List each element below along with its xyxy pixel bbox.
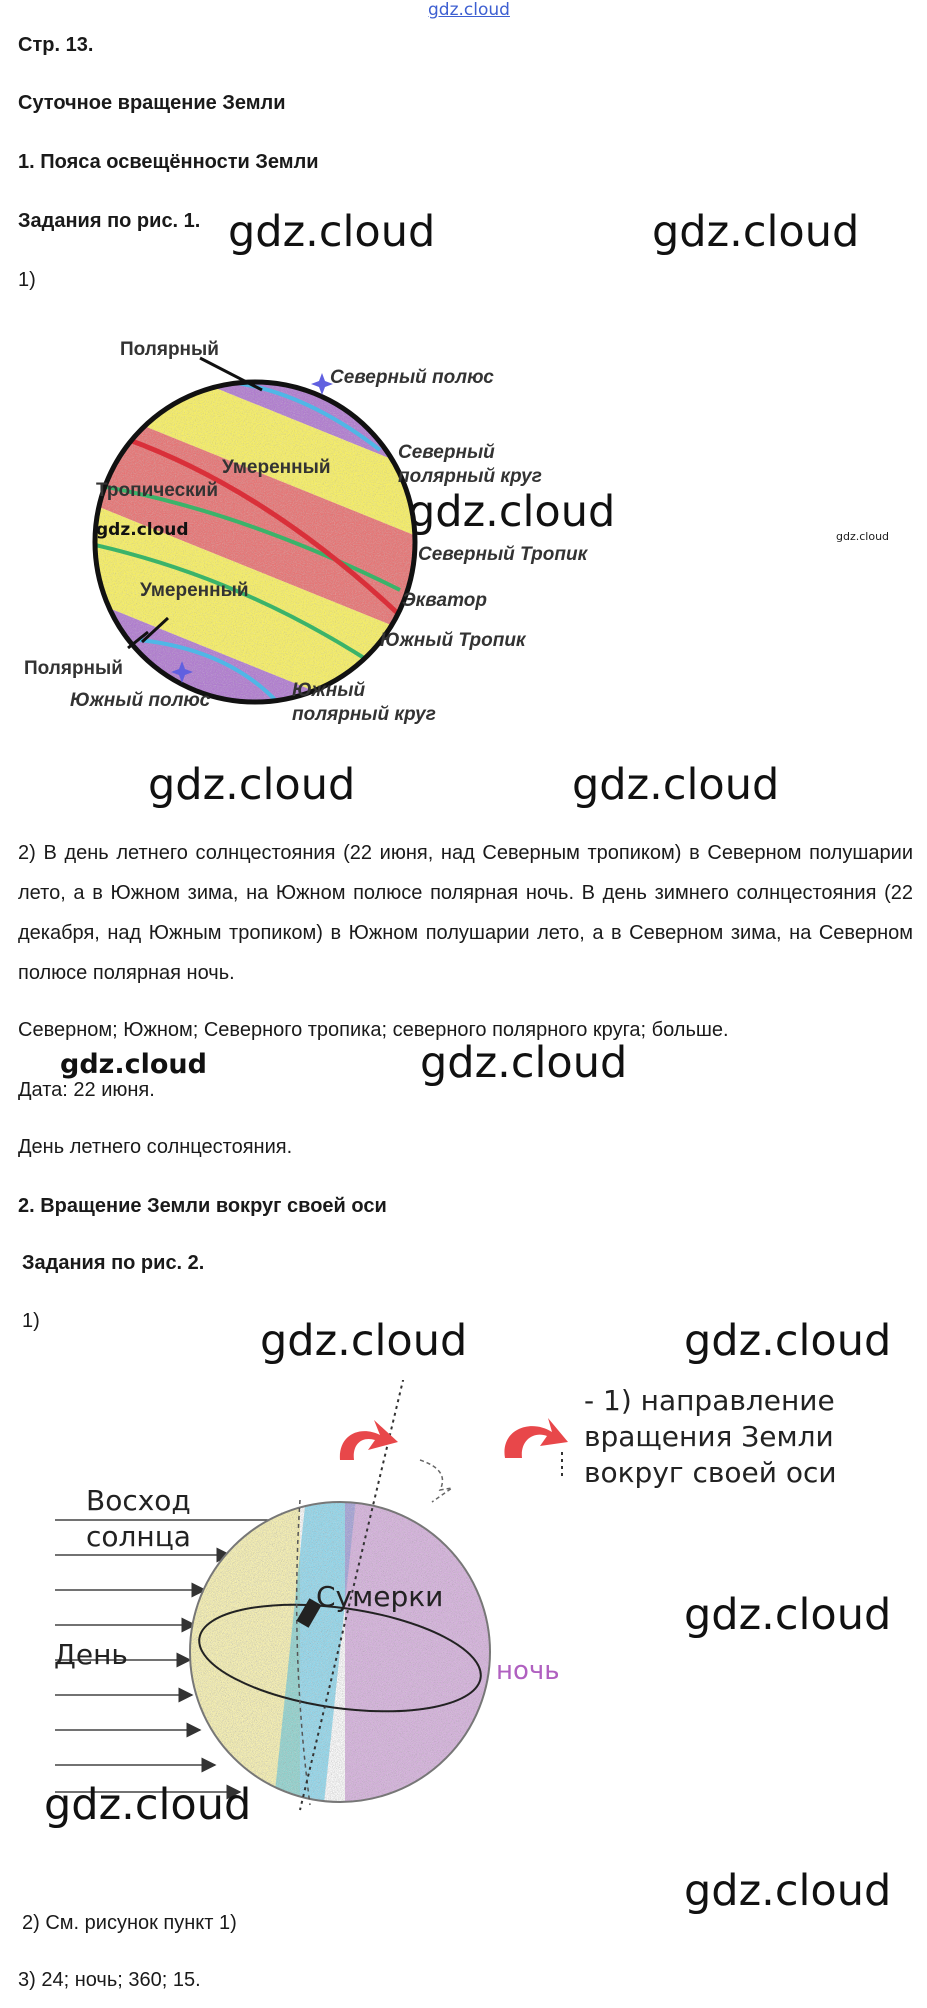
tasks-1-heading: Задания по рис. 1.: [18, 210, 201, 232]
item-1b-label: 1): [22, 1310, 40, 1332]
label-arctic-circle-2: полярный круг: [398, 466, 542, 487]
answers-line: Северном; Южном; Северного тропика; северного полярного круга; больше.: [18, 1019, 729, 1041]
label-arctic-circle-1: Северный: [398, 442, 495, 463]
item-2-line: 2) См. рисунок пункт 1): [22, 1912, 237, 1934]
section-1-heading: 1. Пояса освещённости Земли: [18, 151, 319, 173]
item-3-line: 3) 24; ночь; 360; 15.: [18, 1969, 201, 1991]
label-sunrise-2: солнца: [86, 1520, 191, 1553]
watermark: gdz.cloud: [260, 1316, 468, 1366]
label-sunrise-1: Восход: [86, 1484, 191, 1517]
watermark: gdz.cloud: [228, 207, 436, 257]
page-title: Суточное вращение Земли: [18, 92, 286, 114]
label-polar-bottom: Полярный: [24, 658, 123, 679]
watermark: gdz.cloud: [684, 1316, 892, 1366]
watermark: gdz.cloud: [684, 1866, 892, 1916]
label-twilight: Сумерки: [316, 1580, 444, 1613]
legend-line-1: - 1) направление: [584, 1384, 835, 1417]
watermark-small: gdz.cloud: [96, 520, 189, 540]
section-2-heading: 2. Вращение Земли вокруг своей оси: [18, 1195, 387, 1217]
label-equator: Экватор: [402, 590, 487, 611]
label-antarctic-circle-2: полярный круг: [292, 704, 436, 725]
legend-line-3: вокруг своей оси: [584, 1456, 837, 1489]
watermark: gdz.cloud: [60, 1049, 207, 1080]
watermark-top[interactable]: gdz.cloud: [428, 0, 510, 20]
legend-rotation-arrow-icon: [504, 1418, 568, 1458]
label-antarctic-circle-1: Южный: [292, 680, 366, 701]
tasks-2-heading: Задания по рис. 2.: [22, 1252, 205, 1274]
page-number: Стр. 13.: [18, 34, 94, 56]
label-north-pole: Северный полюс: [330, 367, 494, 388]
label-south-pole: Южный полюс: [70, 690, 211, 711]
rotation-arrow-icon: [340, 1420, 398, 1460]
watermark: gdz.cloud: [684, 1590, 892, 1640]
watermark: gdz.cloud: [652, 207, 860, 257]
label-south-tropic: Южный Тропик: [380, 630, 526, 651]
watermark-tiny: gdz.cloud: [836, 530, 890, 543]
watermark: gdz.cloud: [44, 1780, 252, 1830]
watermark: gdz.cloud: [420, 1038, 628, 1088]
item-1-label: 1): [18, 269, 36, 291]
rotation-arrow-dashed-icon: [420, 1460, 452, 1502]
watermark: gdz.cloud: [572, 760, 780, 810]
watermark: gdz.cloud: [148, 760, 356, 810]
label-moderate-top: Умеренный: [222, 457, 331, 478]
label-polar-top: Полярный: [120, 339, 219, 360]
label-day: День: [54, 1638, 128, 1671]
label-tropical: Тропический: [96, 480, 219, 501]
label-night: ночь: [496, 1656, 560, 1686]
paragraph-solstice: 2) В день летнего солнцестояния (22 июня, над Северным тропиком) в Северном полушарии лето, а в Южном зима, на Южном полюсе полярная ночь. В день зимнего солнцестояния (22 декабря, над Южным тропиком) в Южном полушарии лето, а в Северном зима, на Северном полюсе полярная ночь.: [18, 842, 913, 984]
watermark: gdz.cloud: [408, 487, 616, 537]
legend-line-2: вращения Земли: [584, 1420, 834, 1453]
label-north-tropic: Северный Тропик: [418, 544, 588, 565]
date-line: Дата: 22 июня.: [18, 1079, 155, 1101]
label-moderate-bottom: Умеренный: [140, 580, 249, 601]
solstice-day-line: День летнего солнцестояния.: [18, 1136, 293, 1158]
